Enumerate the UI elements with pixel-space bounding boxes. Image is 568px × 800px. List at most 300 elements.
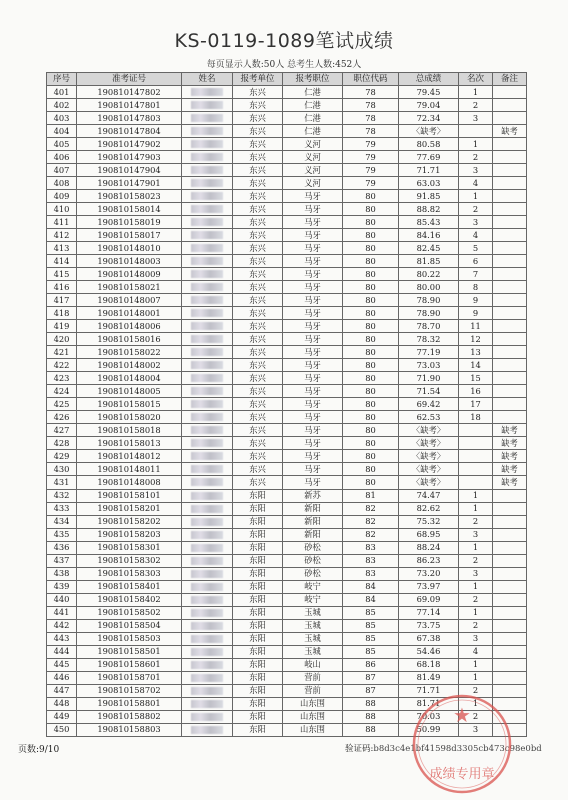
header-unit: 报考单位	[233, 73, 283, 86]
cell-name	[182, 502, 233, 515]
cell-exam-id: 190810148009	[77, 268, 182, 281]
cell-total-score: 91.85	[399, 190, 459, 203]
cell-exam-id: 190810148010	[77, 242, 182, 255]
header-position-code: 职位代码	[343, 73, 399, 86]
table-row	[47, 502, 527, 515]
cell-total-score: 〈缺考〉	[399, 476, 459, 489]
cell-rank: 1	[459, 697, 493, 710]
cell-position: 马牙	[283, 346, 343, 359]
cell-unit: 东阳	[233, 541, 283, 554]
cell-rank: 2	[459, 151, 493, 164]
redacted-name	[191, 609, 223, 617]
cell-note: 缺考	[493, 450, 527, 463]
table-row	[47, 99, 527, 112]
cell-note	[493, 554, 527, 567]
cell-position: 马牙	[283, 398, 343, 411]
cell-exam-id: 190810158402	[77, 593, 182, 606]
table-row	[47, 281, 527, 294]
redacted-name	[191, 544, 223, 552]
cell-unit: 东兴	[233, 138, 283, 151]
cell-name	[182, 320, 233, 333]
table-row	[47, 515, 527, 528]
cell-seq: 443	[47, 632, 77, 645]
cell-exam-id: 190810158018	[77, 424, 182, 437]
cell-seq: 412	[47, 229, 77, 242]
redacted-name	[191, 244, 223, 252]
cell-seq: 426	[47, 411, 77, 424]
cell-seq: 428	[47, 437, 77, 450]
cell-rank: 2	[459, 593, 493, 606]
table-row	[47, 138, 527, 151]
cell-rank	[459, 476, 493, 489]
cell-exam-id: 190810158201	[77, 502, 182, 515]
cell-seq: 433	[47, 502, 77, 515]
cell-rank: 1	[459, 489, 493, 502]
cell-total-score: 82.62	[399, 502, 459, 515]
table-row	[47, 580, 527, 593]
cell-total-score: 73.20	[399, 567, 459, 580]
cell-total-score: 67.38	[399, 632, 459, 645]
cell-position-code: 80	[343, 255, 399, 268]
cell-rank: 1	[459, 658, 493, 671]
cell-exam-id: 190810148011	[77, 463, 182, 476]
cell-unit: 东阳	[233, 489, 283, 502]
cell-name	[182, 424, 233, 437]
cell-seq: 424	[47, 385, 77, 398]
cell-name	[182, 151, 233, 164]
cell-name	[182, 203, 233, 216]
cell-position: 营前	[283, 684, 343, 697]
cell-name	[182, 567, 233, 580]
table-row	[47, 424, 527, 437]
verification-label: 验证码:	[345, 744, 374, 754]
cell-exam-id: 190810158702	[77, 684, 182, 697]
redacted-name	[191, 361, 223, 369]
redacted-name	[191, 140, 223, 148]
page-subtitle: 每页显示人数:50人 总考生人数:452人	[206, 60, 362, 70]
cell-total-score: 73.75	[399, 619, 459, 632]
cell-position: 新苏	[283, 489, 343, 502]
cell-name	[182, 307, 233, 320]
cell-unit: 东兴	[233, 177, 283, 190]
cell-note	[493, 294, 527, 307]
cell-name	[182, 385, 233, 398]
cell-name	[182, 593, 233, 606]
cell-seq: 402	[47, 99, 77, 112]
cell-note	[493, 268, 527, 281]
cell-position: 马牙	[283, 281, 343, 294]
redacted-name	[191, 557, 223, 565]
redacted-name	[191, 661, 223, 669]
cell-position-code: 80	[343, 372, 399, 385]
redacted-name	[191, 478, 223, 486]
cell-total-score: 84.16	[399, 229, 459, 242]
score-table	[46, 72, 527, 737]
cell-total-score: 〈缺考〉	[399, 437, 459, 450]
cell-total-score: 77.19	[399, 346, 459, 359]
cell-note	[493, 593, 527, 606]
cell-exam-id: 190810148002	[77, 359, 182, 372]
cell-rank	[459, 424, 493, 437]
table-row	[47, 151, 527, 164]
cell-unit: 东阳	[233, 580, 283, 593]
table-row	[47, 385, 527, 398]
cell-position: 玉城	[283, 645, 343, 658]
cell-rank: 8	[459, 281, 493, 294]
redacted-name	[191, 231, 223, 239]
table-row	[47, 125, 527, 138]
cell-note	[493, 645, 527, 658]
cell-note	[493, 567, 527, 580]
cell-total-score: 88.24	[399, 541, 459, 554]
cell-seq: 432	[47, 489, 77, 502]
cell-rank: 3	[459, 567, 493, 580]
cell-position: 马牙	[283, 476, 343, 489]
cell-seq: 431	[47, 476, 77, 489]
cell-unit: 东阳	[233, 619, 283, 632]
cell-exam-id: 190810147802	[77, 86, 182, 99]
cell-total-score: 78.32	[399, 333, 459, 346]
cell-unit: 东兴	[233, 307, 283, 320]
cell-position-code: 79	[343, 151, 399, 164]
cell-note	[493, 255, 527, 268]
cell-total-score: 85.43	[399, 216, 459, 229]
table-body	[47, 86, 527, 737]
cell-total-score: 81.85	[399, 255, 459, 268]
cell-name	[182, 463, 233, 476]
cell-exam-id: 190810158802	[77, 710, 182, 723]
cell-name	[182, 723, 233, 736]
cell-exam-id: 190810158019	[77, 216, 182, 229]
cell-exam-id: 190810158015	[77, 398, 182, 411]
cell-note	[493, 671, 527, 684]
cell-exam-id: 190810158803	[77, 723, 182, 736]
table-row	[47, 658, 527, 671]
cell-name	[182, 528, 233, 541]
cell-rank: 1	[459, 138, 493, 151]
cell-unit: 东阳	[233, 632, 283, 645]
cell-name	[182, 632, 233, 645]
cell-position: 马牙	[283, 463, 343, 476]
header-position: 报考职位	[283, 73, 343, 86]
cell-position-code: 80	[343, 333, 399, 346]
cell-note	[493, 112, 527, 125]
cell-name	[182, 177, 233, 190]
cell-position: 玉城	[283, 606, 343, 619]
cell-unit: 东阳	[233, 593, 283, 606]
cell-exam-id: 190810158501	[77, 645, 182, 658]
cell-position-code: 80	[343, 307, 399, 320]
cell-total-score: 88.82	[399, 203, 459, 216]
cell-position: 马牙	[283, 216, 343, 229]
cell-exam-id: 190810148008	[77, 476, 182, 489]
table-row	[47, 450, 527, 463]
cell-seq: 416	[47, 281, 77, 294]
cell-seq: 444	[47, 645, 77, 658]
cell-rank: 2	[459, 99, 493, 112]
cell-unit: 东兴	[233, 125, 283, 138]
cell-seq: 430	[47, 463, 77, 476]
cell-exam-id: 190810158503	[77, 632, 182, 645]
cell-unit: 东兴	[233, 320, 283, 333]
cell-position-code: 85	[343, 619, 399, 632]
cell-name	[182, 619, 233, 632]
cell-position-code: 82	[343, 528, 399, 541]
cell-total-score: 77.69	[399, 151, 459, 164]
table-row	[47, 437, 527, 450]
redacted-name	[191, 166, 223, 174]
cell-unit: 东阳	[233, 606, 283, 619]
cell-rank: 17	[459, 398, 493, 411]
cell-unit: 东阳	[233, 567, 283, 580]
cell-position: 新阳	[283, 502, 343, 515]
redacted-name	[191, 426, 223, 434]
cell-rank: 4	[459, 645, 493, 658]
cell-name	[182, 164, 233, 177]
cell-position: 马牙	[283, 229, 343, 242]
cell-note	[493, 86, 527, 99]
cell-position-code: 88	[343, 697, 399, 710]
cell-unit: 东兴	[233, 242, 283, 255]
cell-exam-id: 190810158502	[77, 606, 182, 619]
cell-note	[493, 216, 527, 229]
cell-position: 马牙	[283, 385, 343, 398]
cell-seq: 410	[47, 203, 77, 216]
cell-unit: 东阳	[233, 710, 283, 723]
cell-position: 新阳	[283, 515, 343, 528]
cell-position-code: 80	[343, 281, 399, 294]
cell-position: 山东围	[283, 697, 343, 710]
redacted-name	[191, 127, 223, 135]
cell-total-score: 62.53	[399, 411, 459, 424]
redacted-name	[191, 492, 223, 500]
cell-unit: 东兴	[233, 255, 283, 268]
cell-rank: 13	[459, 346, 493, 359]
cell-name	[182, 281, 233, 294]
cell-seq: 407	[47, 164, 77, 177]
cell-position: 义河	[283, 138, 343, 151]
cell-total-score: 75.32	[399, 515, 459, 528]
cell-note	[493, 606, 527, 619]
cell-total-score: 80.58	[399, 138, 459, 151]
cell-exam-id: 190810158016	[77, 333, 182, 346]
cell-seq: 422	[47, 359, 77, 372]
cell-position-code: 80	[343, 450, 399, 463]
cell-position-code: 79	[343, 164, 399, 177]
cell-unit: 东兴	[233, 359, 283, 372]
cell-note	[493, 489, 527, 502]
cell-seq: 442	[47, 619, 77, 632]
redacted-name	[191, 374, 223, 382]
cell-name	[182, 125, 233, 138]
cell-seq: 436	[47, 541, 77, 554]
cell-rank: 2	[459, 684, 493, 697]
redacted-name	[191, 531, 223, 539]
cell-note	[493, 229, 527, 242]
cell-position: 马牙	[283, 294, 343, 307]
cell-name	[182, 437, 233, 450]
cell-exam-id: 190810158202	[77, 515, 182, 528]
cell-exam-id: 190810158301	[77, 541, 182, 554]
cell-note	[493, 411, 527, 424]
cell-unit: 东阳	[233, 502, 283, 515]
cell-seq: 421	[47, 346, 77, 359]
cell-unit: 东兴	[233, 112, 283, 125]
cell-total-score: 69.42	[399, 398, 459, 411]
cell-position-code: 78	[343, 125, 399, 138]
cell-unit: 东阳	[233, 723, 283, 736]
table-row	[47, 307, 527, 320]
table-row	[47, 398, 527, 411]
cell-exam-id: 190810158101	[77, 489, 182, 502]
cell-position-code: 83	[343, 567, 399, 580]
cell-name	[182, 697, 233, 710]
cell-name	[182, 86, 233, 99]
cell-note	[493, 372, 527, 385]
cell-rank	[459, 463, 493, 476]
cell-position-code: 83	[343, 541, 399, 554]
cell-exam-id: 190810148003	[77, 255, 182, 268]
redacted-name	[191, 713, 223, 721]
cell-seq: 417	[47, 294, 77, 307]
table-row	[47, 203, 527, 216]
cell-position: 砂松	[283, 541, 343, 554]
cell-total-score: 69.09	[399, 593, 459, 606]
redacted-name	[191, 465, 223, 473]
table-row	[47, 671, 527, 684]
cell-position-code: 79	[343, 138, 399, 151]
cell-total-score: 50.99	[399, 723, 459, 736]
redacted-name	[191, 674, 223, 682]
cell-exam-id: 190810158023	[77, 190, 182, 203]
cell-position-code: 82	[343, 515, 399, 528]
cell-total-score: 81.49	[399, 671, 459, 684]
cell-position-code: 84	[343, 580, 399, 593]
cell-unit: 东兴	[233, 216, 283, 229]
cell-note	[493, 164, 527, 177]
cell-name	[182, 554, 233, 567]
table-row	[47, 294, 527, 307]
cell-seq: 447	[47, 684, 77, 697]
cell-rank: 3	[459, 723, 493, 736]
cell-unit: 东兴	[233, 281, 283, 294]
cell-rank: 12	[459, 333, 493, 346]
cell-unit: 东兴	[233, 385, 283, 398]
cell-unit: 东兴	[233, 268, 283, 281]
header-name: 姓名	[182, 73, 233, 86]
cell-seq: 415	[47, 268, 77, 281]
table-row	[47, 190, 527, 203]
cell-name	[182, 372, 233, 385]
redacted-name	[191, 687, 223, 695]
cell-name	[182, 515, 233, 528]
cell-note	[493, 658, 527, 671]
redacted-name	[191, 452, 223, 460]
cell-total-score: 71.90	[399, 372, 459, 385]
cell-unit: 东兴	[233, 437, 283, 450]
cell-name	[182, 346, 233, 359]
cell-position-code: 88	[343, 723, 399, 736]
cell-rank: 9	[459, 307, 493, 320]
cell-exam-id: 190810158601	[77, 658, 182, 671]
cell-rank: 5	[459, 242, 493, 255]
table-row	[47, 606, 527, 619]
cell-rank: 9	[459, 294, 493, 307]
table-row	[47, 177, 527, 190]
cell-position: 玉城	[283, 632, 343, 645]
redacted-name	[191, 518, 223, 526]
cell-note	[493, 320, 527, 333]
cell-seq: 427	[47, 424, 77, 437]
cell-note: 缺考	[493, 476, 527, 489]
cell-name	[182, 398, 233, 411]
cell-total-score: 78.70	[399, 320, 459, 333]
table-row	[47, 593, 527, 606]
redacted-name	[191, 322, 223, 330]
cell-name	[182, 255, 233, 268]
cell-exam-id: 190810158302	[77, 554, 182, 567]
cell-total-score: 82.45	[399, 242, 459, 255]
cell-position-code: 80	[343, 346, 399, 359]
cell-exam-id: 190810147803	[77, 112, 182, 125]
cell-exam-id: 190810158801	[77, 697, 182, 710]
cell-rank: 1	[459, 671, 493, 684]
cell-rank: 3	[459, 216, 493, 229]
cell-position-code: 80	[343, 424, 399, 437]
cell-position-code: 85	[343, 606, 399, 619]
cell-position: 砂松	[283, 554, 343, 567]
cell-seq: 413	[47, 242, 77, 255]
cell-exam-id: 190810158013	[77, 437, 182, 450]
cell-seq: 414	[47, 255, 77, 268]
redacted-name	[191, 622, 223, 630]
cell-note	[493, 138, 527, 151]
cell-position: 岐宁	[283, 593, 343, 606]
cell-note	[493, 190, 527, 203]
header-seq: 序号	[47, 73, 77, 86]
cell-position: 玉城	[283, 619, 343, 632]
cell-position: 马牙	[283, 268, 343, 281]
redacted-name	[191, 335, 223, 343]
cell-rank: 1	[459, 580, 493, 593]
cell-position-code: 78	[343, 99, 399, 112]
cell-position-code: 80	[343, 398, 399, 411]
cell-position-code: 86	[343, 658, 399, 671]
cell-position-code: 85	[343, 645, 399, 658]
cell-rank	[459, 437, 493, 450]
cell-note	[493, 177, 527, 190]
cell-total-score: 71.71	[399, 164, 459, 177]
table-row	[47, 216, 527, 229]
cell-position: 义河	[283, 177, 343, 190]
cell-unit: 东兴	[233, 164, 283, 177]
cell-note	[493, 242, 527, 255]
table-row	[47, 112, 527, 125]
cell-note	[493, 502, 527, 515]
table-row	[47, 489, 527, 502]
cell-total-score: 78.90	[399, 307, 459, 320]
cell-position: 马牙	[283, 437, 343, 450]
cell-position-code: 87	[343, 671, 399, 684]
cell-seq: 438	[47, 567, 77, 580]
verification-hash: b8d3c4e1bf41598d3305cb473c98e0bd	[373, 744, 542, 754]
cell-position: 仁港	[283, 86, 343, 99]
cell-seq: 411	[47, 216, 77, 229]
cell-position: 马牙	[283, 450, 343, 463]
redacted-name	[191, 270, 223, 278]
cell-seq: 418	[47, 307, 77, 320]
cell-name	[182, 684, 233, 697]
